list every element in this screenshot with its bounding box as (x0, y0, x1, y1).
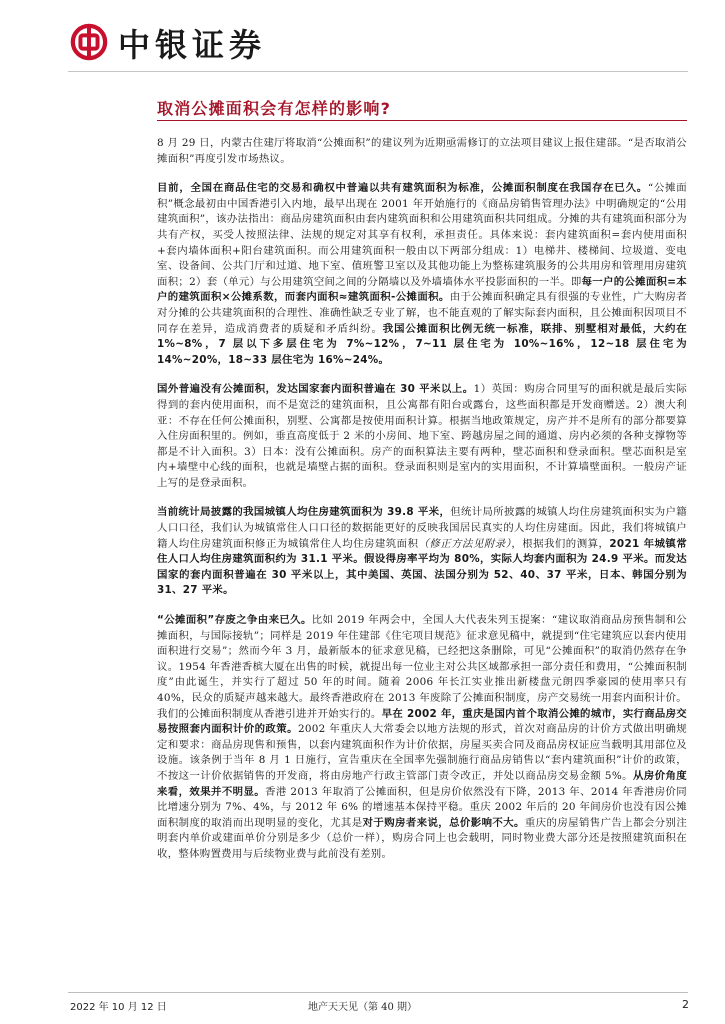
section-title: 取消公摊面积会有怎样的影响? (157, 99, 392, 118)
paragraph (157, 181, 687, 368)
bold-text: 我国公摊面积比例无统一标准，联排、别墅相对最低，大约在 1%~8%，7 层以下多层住宅为 7%~12%，7~11 层住宅为 10%~16%，12~18 层住宅为 14%~20%，18~33 层住宅为 16%~24%。 (157, 322, 687, 366)
paragraph (157, 382, 687, 491)
footer-date: 2022 年 10 月 12 日 (70, 1002, 167, 1013)
text-run: 但统计局所披露的城镇人均住房建筑面积实为户籍人口口径，我们认为城镇常住人口口径的数据能更好的反映我国居民真实的人均住房建面。因此，我们将城镇户籍人均住房建筑面积修正为城镇常住人均住房建筑面积 (157, 506, 687, 550)
title-underline (157, 120, 687, 121)
bold-text: “公摊面积”存废之争由来已久。 (157, 614, 312, 627)
text-run: 8 月 29 日，内蒙古住建厅将取消“公摊面积”的建议列为近期亟需修订的立法项目建议上报住建部。“是否取消公摊面积”再度引发市场热议。 (157, 137, 687, 165)
text-run: 比如 2019 年两会中，全国人大代表朱列玉提案：“建议取消商品房预售制和公摊面积，与国际接轨”；同样是 2019 年住建部《住宅项目规范》征求意见稿中，就提到“住宅建筑应以套内使用面积进行交易”；然而今年 3 月，最新版本的征求意见稿，已经把这条删除，可见“公摊面积”的取消仍然存在争议。1954 年香港香槟大厦在出售的时候，就提出每一位业主对公共区域都承担一部分责任和费用，“公摊面积制度”由此诞生，并实行了超过 50 年的时间。随着 2006 年长江实业推出新楼盘元朗四季豪园的使用率只有 40%，民众的质疑声越来越大。最终香港政府在 2013 年废除了公摊面积制度，房产交易统一用套内面积计价。我们的公摊面积制度从香港引进并开始实行的。 (157, 614, 687, 720)
bold-text: 每一户的公摊面积=本户的建筑面积×公摊系数，而套内面积≈建筑面积-公摊面积。 (157, 275, 687, 304)
paragraph (157, 136, 687, 167)
bold-text: 早在 2002 年，重庆是国内首个取消公摊的城市，实行商品房交易按照套内面积计价的政策。 (157, 707, 687, 736)
italic-text: （修正方法见附录） (418, 537, 512, 550)
text-run: 由于公摊面积确定具有很强的专业性，广大购房者对分摊的公共建筑面积的合理性、准确性缺乏专业了解，也不能直观的了解实际套内面积，且公摊面积因项目不同存在差异，造成消费者的质疑和矛盾纠纷。 (157, 291, 687, 335)
bold-text: 2021 年城镇常住人口人均住房建筑面积约为 31.1 平米。假设得房率平均为 80%，实际人均套内面积为 24.9 平米。而发达国家的套内面积普遍在 30 平米以上，其中美国、英国、法国分别为 52、40、37 平米，日本、韩国分别为 31、27 平米。 (157, 537, 688, 597)
footer-publication: 地产天天见（第 40 期） (307, 1002, 418, 1013)
bank-of-china-logo-icon (70, 23, 108, 61)
bold-text: 当前统计局披露的我国城镇人均住房建筑面积为 39.8 平米， (157, 506, 451, 519)
paragraph (157, 505, 687, 599)
brand-name: 中银证券 (118, 26, 267, 64)
bold-text: 从房价角度来看，效果并不明显。 (157, 769, 687, 798)
article-body (157, 136, 687, 877)
page-header (0, 0, 725, 78)
text-run: 2002 年重庆人大常委会以地方法规的形式，首次对商品房的计价方式做出明确规定和要求：商品房现售和预售，以套内建筑面积作为计价依据，房屋买卖合同及商品房权证应当载明其用部位及设施。该条例于当年 8 月 1 日施行，宣告重庆在全国率先强制施行商品房销售以“套内建筑面积”计价的政策，不按这一计价依据销售的开发商，将由房地产行政主管部门责令改正，并处以商品房交易金额 5%。 (157, 723, 687, 782)
bold-text: 国外普遍没有公摊面积，发达国家套内面积普遍在 30 平米以上。 (157, 383, 474, 396)
bold-text: 对于购房者来说，总价影响不大。 (362, 816, 525, 829)
page-number: 2 (682, 998, 689, 1011)
bold-text: 目前，全国在商品住宅的交易和确权中普遍以共有建筑面积为标准，公摊面积制度在我国存在已久。 (157, 182, 648, 195)
paragraph (157, 613, 687, 863)
text-run: “公摊面积”概念最初由中国香港引入内地，最早出现在 2001 年开始施行的《商品房销售管理办法》中明确规定的“公用建筑面积”，该办法指出：商品房建筑面积由套内建筑面积和公用建筑面积共同组成。分摊的共有建筑面积部分为共有产权，买受人按照法律、法规的规定对其享有权利，承担责任。具体来说：套内建筑面积=套内使用面积+套内墙体面积+阳台建筑面积。而公用建筑面积一般由以下两部分组成：1）电梯井、楼梯间、垃圾道、变电室、设备间、公共门厅和过道、地下室、值班警卫室以及其他功能上为整栋建筑服务的公共用房和管理用房建筑面积；2）套（单元）与公用建筑空间之间的分隔墙以及外墙墙体水平投影面积的一半。即 (157, 182, 687, 288)
header-divider (68, 71, 688, 72)
text-run: 1）英国：购房合同里写的面积就是最后实际得到的套内使用面积，而不是宽泛的建筑面积，且公寓都有阳台或露台，这些面积都是开发商赠送。2）澳大利亚：不存在任何公摊面积，别墅、公寓都是按使用面积计算。根据当地政策规定，房产并不是所有的部分都要算入住房面积里的。例如，垂直高度低于 2 米的小房间、地下室、跨越房屋之间的通道、房内必须的各种支撑物等都是不计入面积。3）日本：没有公摊面积。房产的面积算法主要有两种，壁芯面积和登录面积。壁芯面积是室内+墙壁中心线的面积，也就是墙壁占据的面积。登录面积则是室内的实用面积，不计算墙壁面积。一般房产证上写的是登录面积。 (157, 383, 688, 489)
footer-divider (68, 992, 688, 993)
text-run: 重庆的房屋销售广告上都会分别注明套内单价或建面单价分别是多少（总价一样），购房合同上也会载明，同时物业费大部分还是按照建筑面积在收，整体购置费用与后续物业费与此前没有差别。 (157, 816, 688, 860)
text-run: ，根据我们的测算， (511, 537, 610, 550)
text-run: 香港 2013 年取消了公摊面积，但是房价依然没有下降，2013 年、2014 年香港房价同比增速分别为 7%、4%，与 2012 年 6% 的增速基本保持平稳。重庆 2002 年后的 20 年间房价也没有因公摊面积制度的取消而出现明显的变化，尤其是 (157, 785, 687, 829)
